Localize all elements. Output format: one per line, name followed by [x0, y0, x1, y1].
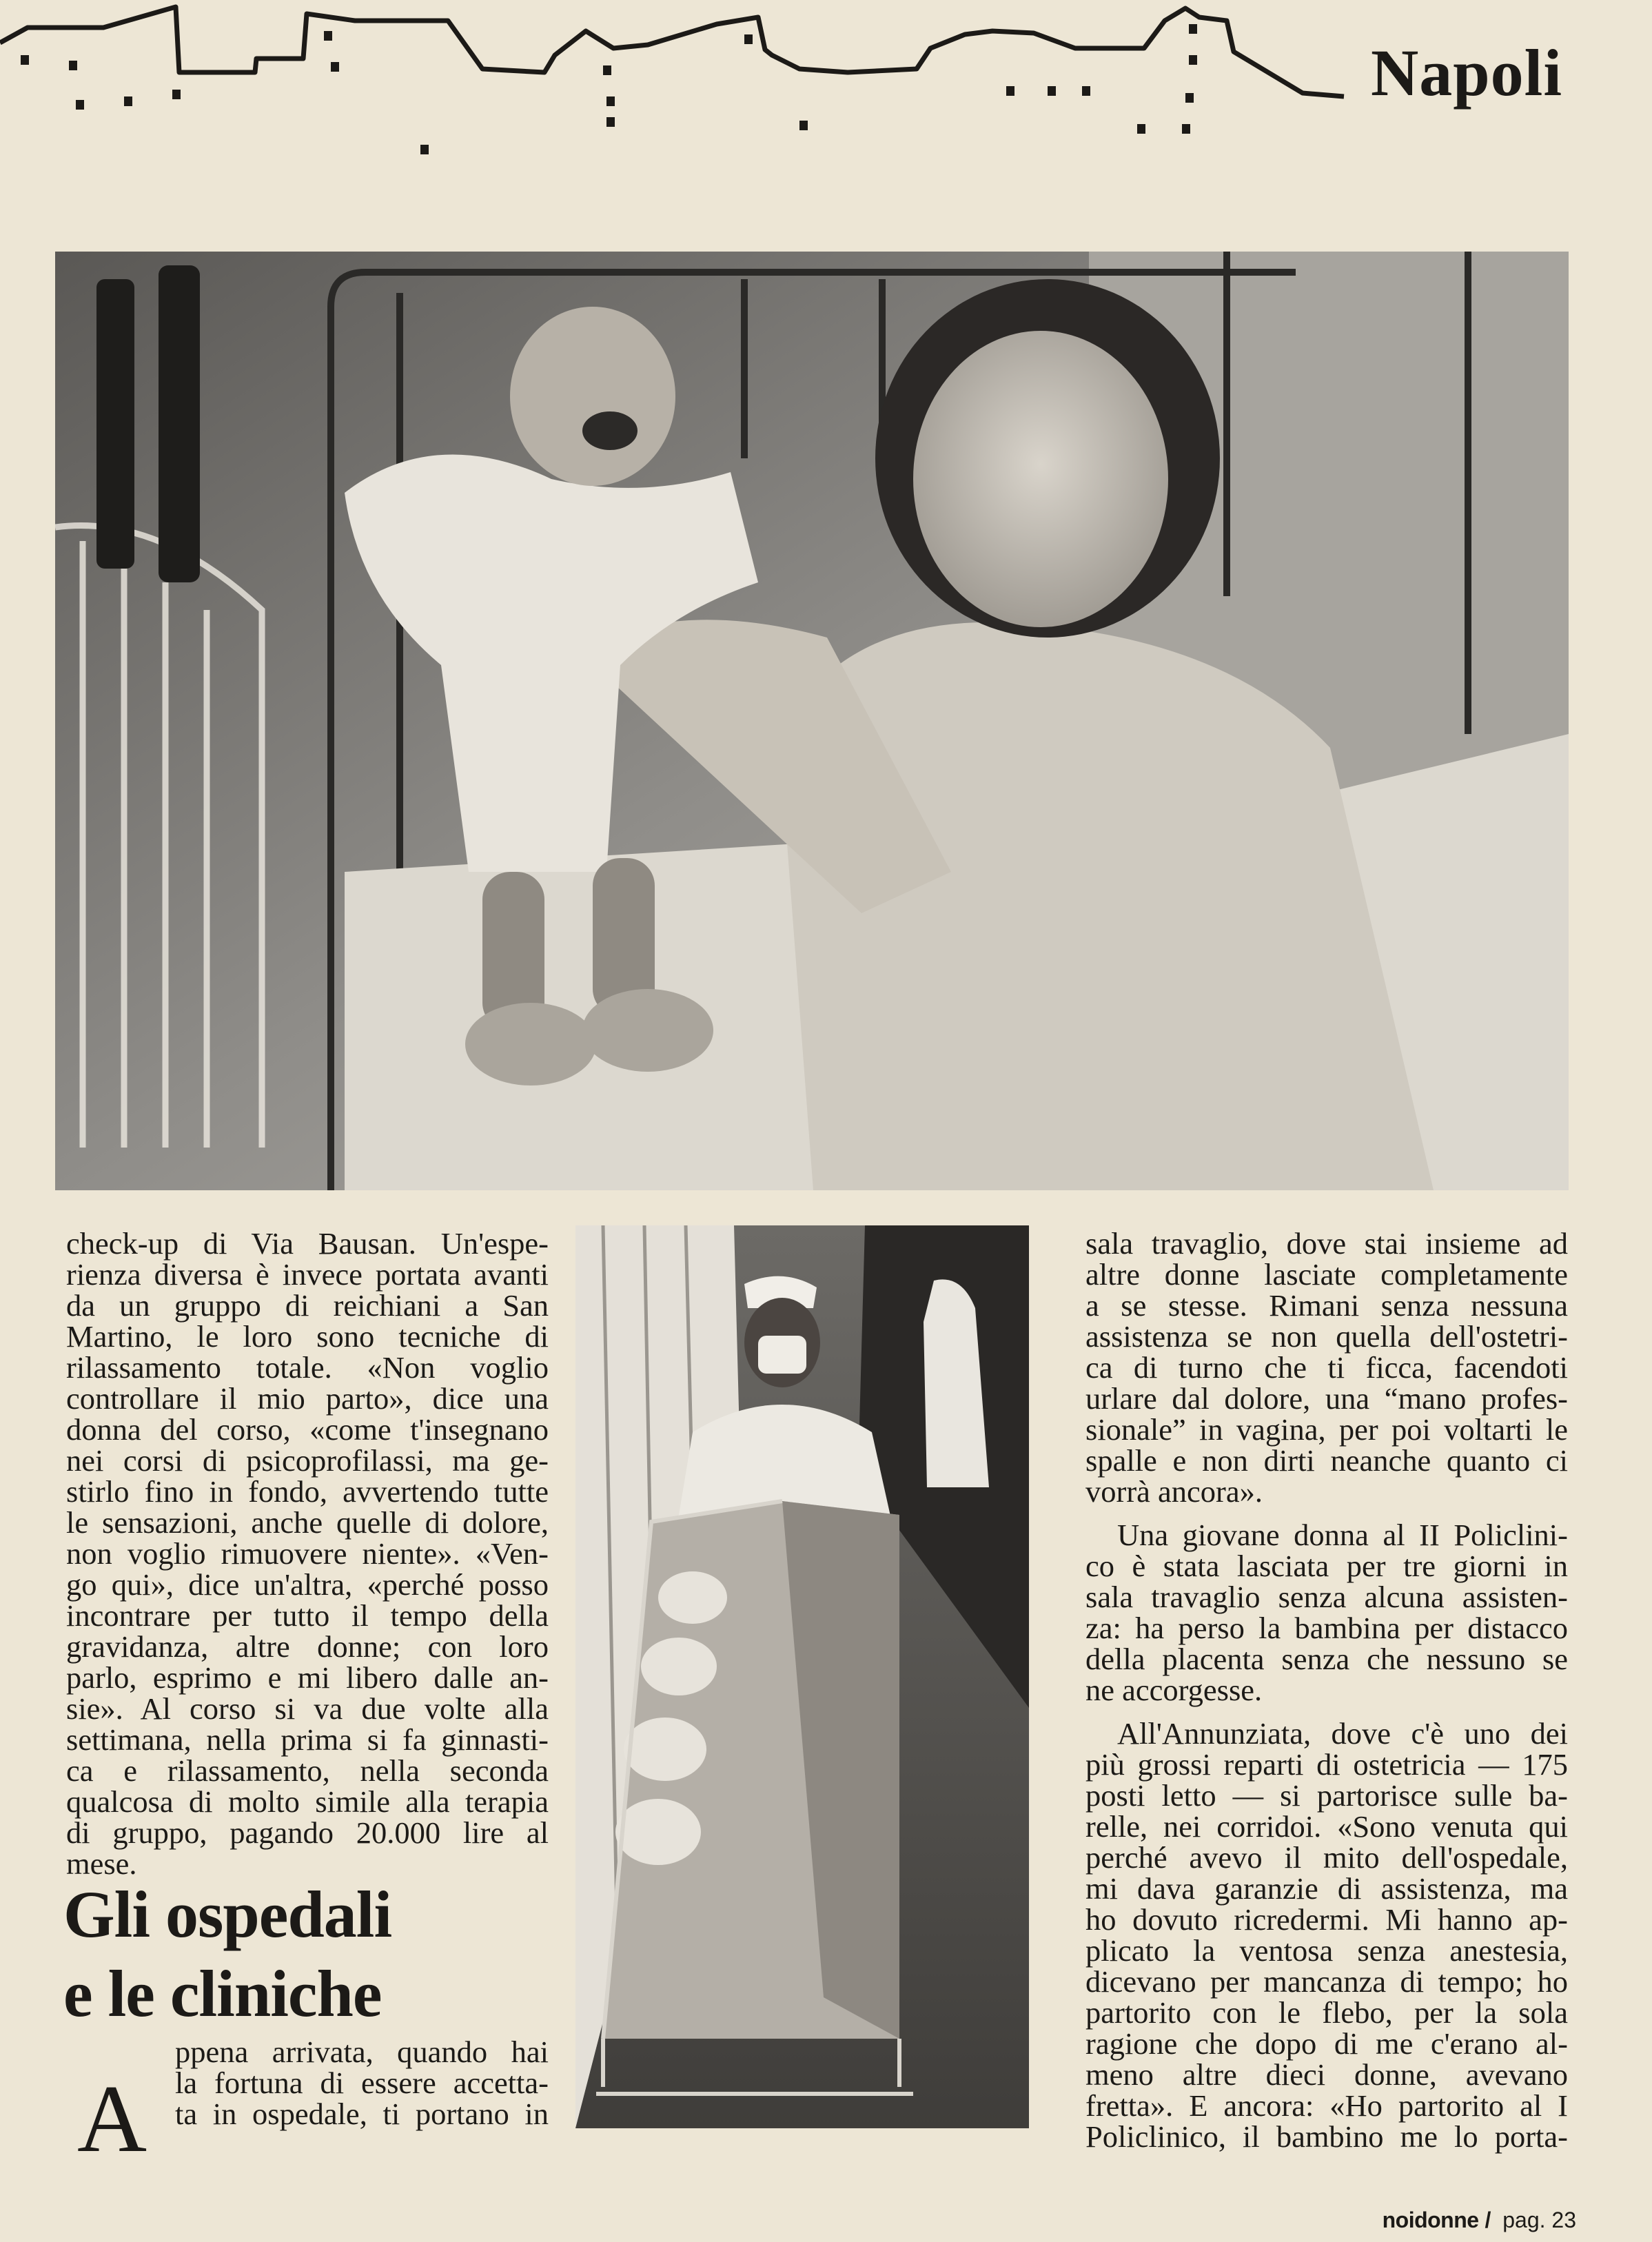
right-column-text [1085, 1228, 1568, 2152]
text-line: check-up di Via Bausan. Un'espe- [66, 1226, 549, 1261]
text-line: ta in ospedale, ti portano in [175, 2097, 549, 2131]
text-line: urlare dal dolore, una “mano profes- [1085, 1381, 1568, 1416]
text-line: ne accorgesse. [1085, 1673, 1263, 1707]
text-line: za: ha perso la bambina per distacco [1085, 1611, 1568, 1645]
text-line: assistenza se non quella dell'ostetri- [1085, 1319, 1568, 1354]
text-line: spalle e non dirti neanche quanto ci [1085, 1443, 1568, 1478]
footer-separator: / [1485, 2208, 1491, 2232]
text-line: settimana, nella prima si fa ginnasti- [66, 1722, 549, 1757]
text-line: Una giovane donna al II Policlini- [1117, 1518, 1568, 1552]
text-line: ragione che dopo di me c'erano al- [1085, 2026, 1568, 2061]
text-line: incontrare per tutto il tempo della [66, 1598, 549, 1633]
text-line: stirlo fino in fondo, avvertendo tutte [66, 1474, 549, 1509]
text-line: Martino, le loro sono tecniche di [66, 1319, 549, 1354]
text-line: parlo, esprimo e mi libero dalle an- [66, 1660, 549, 1695]
text-line: meno altre dieci donne, avevano [1085, 2057, 1568, 2092]
mother-holding-newborn-photo [55, 252, 1569, 1190]
text-line: ppena arrivata, quando hai [175, 2035, 549, 2069]
text-line: co è stata lasciata per tre giorni in [1085, 1549, 1568, 1583]
text-line: perché avevo il mito dell'ospedale, [1085, 1840, 1568, 1875]
drop-cap: A [77, 2066, 147, 2172]
text-line: go qui», dice un'altra, «perché posso [66, 1567, 549, 1602]
text-line: gravidanza, altre donne; con loro [66, 1629, 549, 1664]
text-line: la fortuna di essere accetta- [175, 2066, 549, 2100]
text-line: vorrà ancora». [1085, 1474, 1263, 1509]
text-line: qualcosa di molto simile alla terapia [66, 1784, 549, 1819]
section-heading-line: e le cliniche [63, 1957, 382, 2030]
text-line: partorito con le flebo, per la sola [1085, 1995, 1568, 2030]
text-line: Policlinico, il bambino me lo porta- [1085, 2119, 1568, 2154]
text-line: donna del corso, «come t'insegnano [66, 1412, 549, 1447]
text-line: rilassamento totale. «Non voglio [66, 1350, 549, 1385]
text-line: fretta». E ancora: «Ho partorito al I [1085, 2088, 1568, 2123]
text-line: sala travaglio, dove stai insieme ad [1085, 1226, 1568, 1261]
left-column-text [66, 1228, 549, 1879]
text-line: All'Annunziata, dove c'è uno dei [1117, 1716, 1568, 1751]
text-line: della placenta senza che nessuno se [1085, 1642, 1568, 1676]
text-line: plicato la ventosa senza anestesia, [1085, 1933, 1568, 1968]
page-footer [1383, 2208, 1576, 2233]
text-line: sala travaglio senza alcuna assisten- [1085, 1580, 1568, 1614]
text-line: da un gruppo di reichiani a San [66, 1288, 549, 1323]
text-line: a se stesse. Rimani senza nessuna [1085, 1288, 1568, 1323]
text-line: mi dava garanzie di assistenza, ma [1085, 1871, 1568, 1906]
page-number: pag. 23 [1502, 2208, 1576, 2232]
text-line: posti letto — si partorisce sulle ba- [1085, 1778, 1568, 1813]
text-line: dicevano per mancanza di tempo; ho [1085, 1964, 1568, 1999]
text-line: ho dovuto ricredermi. Mi hanno ap- [1085, 1902, 1568, 1937]
text-line: controllare il mio parto», dice una [66, 1381, 549, 1416]
magazine-name: noidonne [1382, 2208, 1479, 2232]
text-line: ca di turno che ti ficca, facendoti [1085, 1350, 1568, 1385]
text-line: di gruppo, pagando 20.000 lire al [66, 1815, 549, 1850]
text-line: sionale” in vagina, per poi voltarti le [1085, 1412, 1568, 1447]
text-line: ca e rilassamento, nella seconda [66, 1753, 549, 1788]
text-line: relle, nei corridoi. «Sono venuta qui [1085, 1809, 1568, 1844]
section-title: Napoli [1370, 36, 1562, 110]
text-line: rienza diversa è invece portata avanti [66, 1257, 549, 1292]
text-line: più grossi reparti di ostetricia — 175 [1085, 1747, 1568, 1782]
text-line: nei corsi di psicoprofilassi, ma ge- [66, 1443, 549, 1478]
text-line: le sensazioni, anche quelle di dolore, [66, 1505, 549, 1540]
text-line: mese. [66, 1846, 137, 1881]
text-line: sie». Al corso si va due volte alla [66, 1691, 549, 1726]
text-line: altre donne lasciate completamente [1085, 1257, 1568, 1292]
text-line: non voglio rimuovere niente». «Ven- [66, 1536, 549, 1571]
section-heading [63, 1875, 560, 2033]
section-heading-line: Gli ospedali [63, 1877, 392, 1951]
dropcap-paragraph [175, 2037, 549, 2130]
nurse-with-newborns-cart-photo [575, 1225, 1029, 2128]
